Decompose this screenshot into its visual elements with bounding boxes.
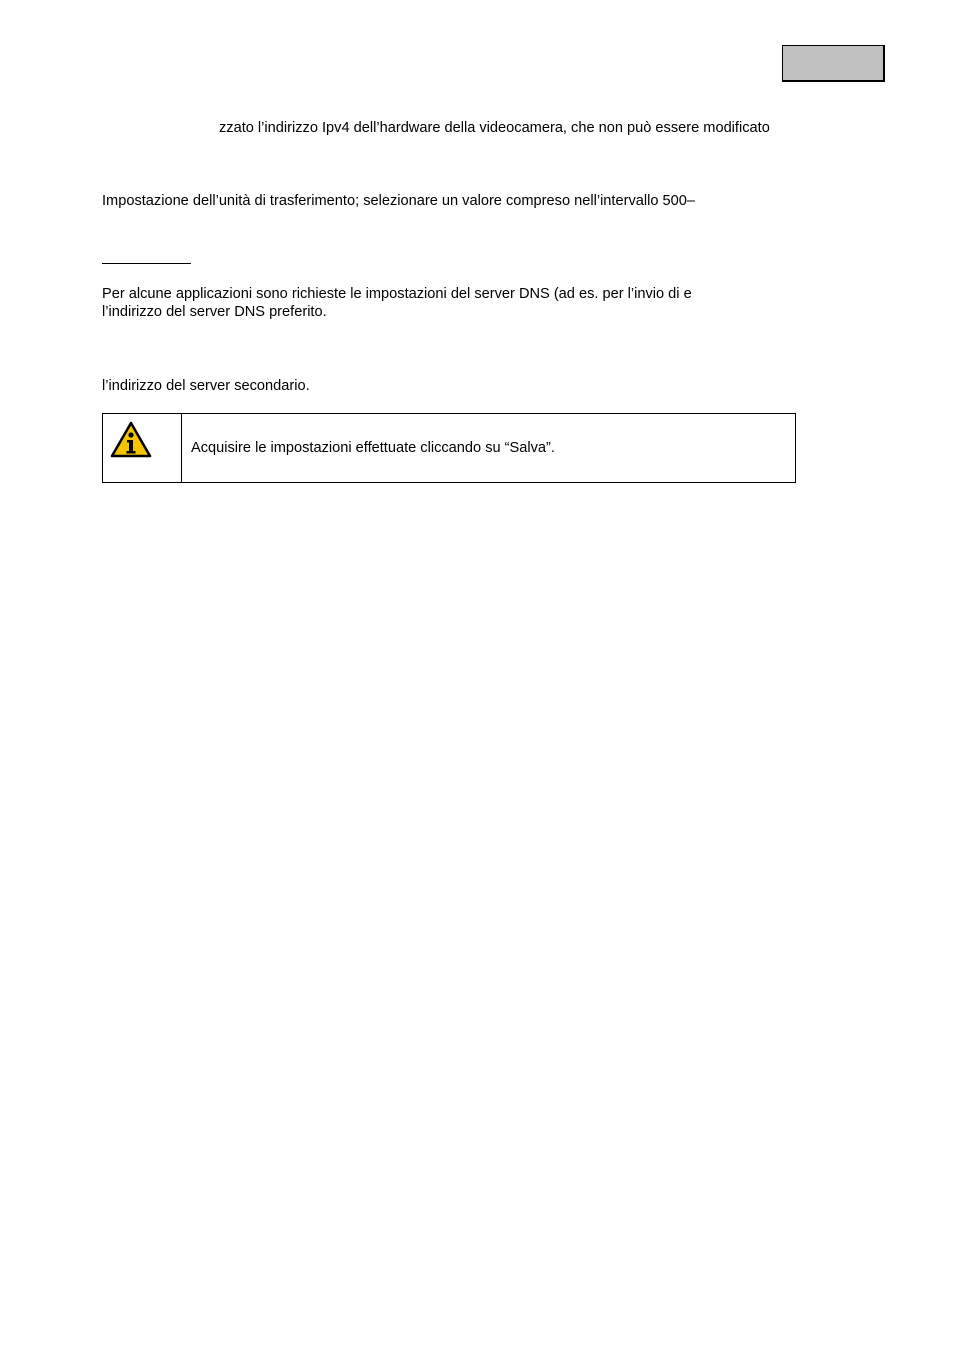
- ipv4-description: zzato l’indirizzo Ipv4 dell’hardware della videocamera, che non può essere modificato: [219, 120, 770, 136]
- dns-description-line-2: l’indirizzo del server DNS preferito.: [102, 304, 327, 320]
- secondary-dns-description: l’indirizzo del server secondario.: [102, 378, 310, 394]
- info-note-box: [102, 413, 796, 483]
- note-text: Acquisire le impostazioni effettuate cliccando su “Salva”.: [191, 440, 555, 456]
- warning-info-icon: [110, 421, 152, 459]
- mtu-description: Impostazione dell’unità di trasferimento; selezionare un valore compreso nell’intervallo 500–: [102, 193, 695, 209]
- dns-description-line-1: Per alcune applicazioni sono richieste le impostazioni del server DNS (ad es. per l’invio di e: [102, 286, 692, 302]
- note-icon-cell: [103, 414, 182, 482]
- section-underline: [102, 263, 191, 264]
- language-tab: [782, 45, 885, 82]
